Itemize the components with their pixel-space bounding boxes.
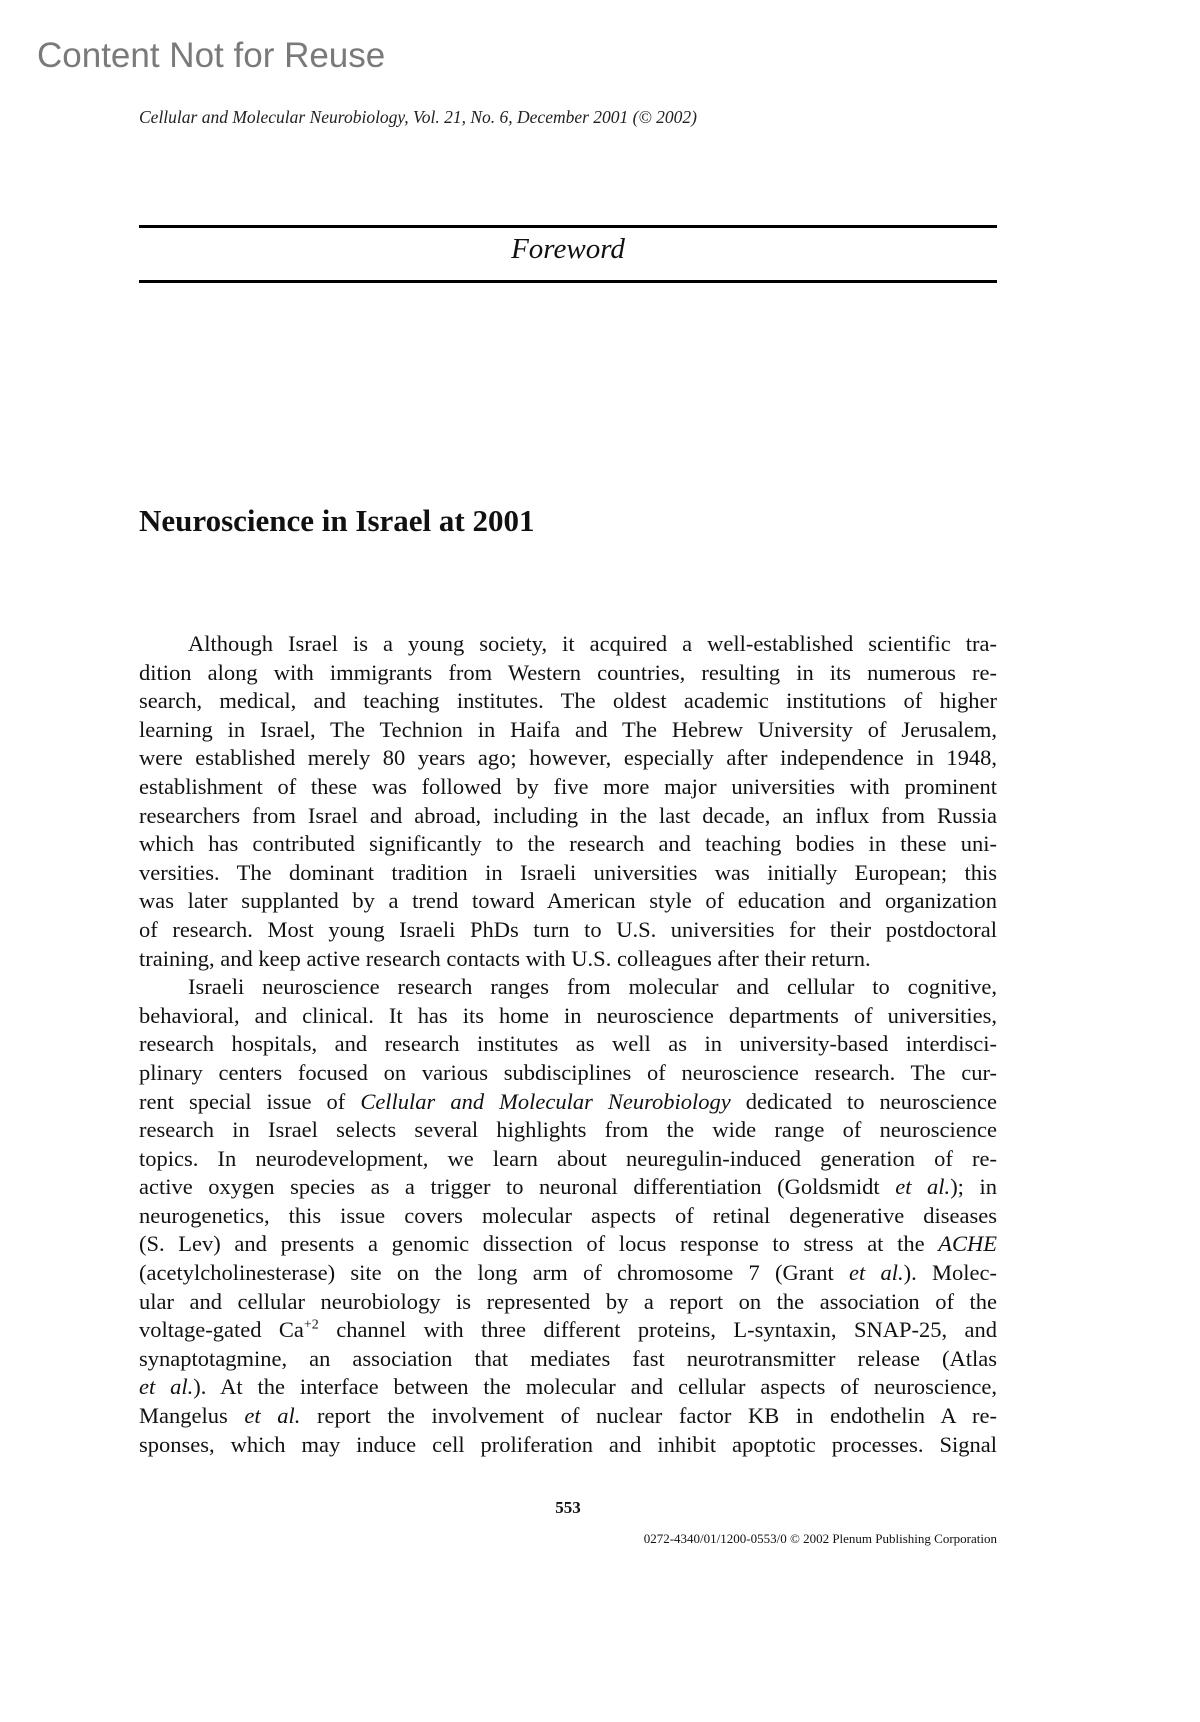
bottom-rule bbox=[139, 280, 997, 283]
body-line bbox=[139, 1145, 997, 1174]
text-segment: ); in bbox=[950, 1174, 997, 1200]
body-line bbox=[139, 1116, 997, 1145]
text-segment: versities. The dominant tradition in Israeli universities was initially European; this bbox=[139, 859, 997, 885]
text-segment: training, and keep active research contacts with U.S. colleagues after their return. bbox=[139, 945, 871, 971]
italic-segment: ACHE bbox=[938, 1231, 997, 1257]
text-segment: researchers from Israel and abroad, including in the last decade, an influx from Russia bbox=[139, 802, 997, 828]
body-line bbox=[139, 1402, 997, 1431]
body-line bbox=[139, 1288, 997, 1317]
text-segment: Mangelus bbox=[139, 1403, 245, 1429]
text-segment: channel with three different proteins, L-syntaxin, SNAP-25, and bbox=[318, 1317, 998, 1343]
body-line bbox=[139, 916, 997, 945]
superscript: +2 bbox=[303, 1317, 319, 1333]
copyright-line: 0272-4340/01/1200-0553/0 © 2002 Plenum Publishing Corporation bbox=[643, 1531, 997, 1546]
body-line bbox=[139, 744, 997, 773]
body-line bbox=[139, 802, 997, 831]
text-segment: (acetylcholinesterase) site on the long arm of chromosome 7 (Grant bbox=[139, 1260, 849, 1286]
text-segment: ). At the interface between the molecular and cellular aspects of neuroscience, bbox=[193, 1374, 997, 1400]
body-line bbox=[139, 1088, 997, 1117]
text-segment: research hospitals, and research institutes as well as in university-based interdisci- bbox=[139, 1031, 997, 1057]
italic-segment: et al. bbox=[895, 1174, 951, 1200]
text-segment: ular and cellular neurobiology is represented by a report on the association of the bbox=[139, 1288, 997, 1314]
body-line bbox=[139, 1431, 997, 1460]
body-line bbox=[139, 630, 997, 659]
text-segment: neurogenetics, this issue covers molecular aspects of retinal degenerative diseases bbox=[139, 1202, 997, 1228]
body-line bbox=[139, 973, 997, 1002]
body-line bbox=[139, 659, 997, 688]
text-segment: of research. Most young Israeli PhDs turn to U.S. universities for their postdoctoral bbox=[139, 916, 997, 942]
text-segment: research in Israel selects several highlights from the wide range of neuroscience bbox=[139, 1117, 997, 1143]
text-segment: which has contributed significantly to the research and teaching bodies in these uni- bbox=[139, 831, 997, 857]
body-line bbox=[139, 1002, 997, 1031]
section-label: Foreword bbox=[511, 233, 625, 265]
article-body bbox=[139, 630, 997, 1459]
article-title: Neuroscience in Israel at 2001 bbox=[139, 503, 535, 538]
body-line bbox=[139, 830, 997, 859]
text-segment: topics. In neurodevelopment, we learn about neuregulin-induced generation of re- bbox=[139, 1145, 997, 1171]
body-line bbox=[139, 1259, 997, 1288]
body-line bbox=[139, 945, 997, 974]
text-segment: Israeli neuroscience research ranges from molecular and cellular to cognitive, bbox=[188, 974, 997, 1000]
body-line bbox=[139, 716, 997, 745]
body-line bbox=[139, 1230, 997, 1259]
body-line bbox=[139, 1173, 997, 1202]
text-segment: ). Molec- bbox=[903, 1260, 998, 1286]
body-line bbox=[139, 1373, 997, 1402]
text-segment: was later supplanted by a trend toward American style of education and organization bbox=[139, 888, 997, 914]
italic-segment: et al. bbox=[849, 1260, 904, 1286]
italic-segment: et al. bbox=[244, 1403, 301, 1429]
body-line bbox=[139, 1202, 997, 1231]
italic-segment: et al. bbox=[139, 1374, 194, 1400]
body-line bbox=[139, 773, 997, 802]
text-segment: behavioral, and clinical. It has its home in neuroscience departments of universities, bbox=[139, 1002, 997, 1028]
text-segment: sponses, which may induce cell proliferation and inhibit apoptotic processes. Signal bbox=[139, 1431, 997, 1457]
text-segment: dedicated to neuroscience bbox=[730, 1088, 997, 1114]
body-line bbox=[139, 859, 997, 888]
text-segment: plinary centers focused on various subdisciplines of neuroscience research. The cur- bbox=[139, 1059, 997, 1085]
italic-segment: Cellular and Molecular Neurobiology bbox=[360, 1088, 731, 1114]
text-segment: synaptotagmine, an association that mediates fast neurotransmitter release (Atlas bbox=[139, 1345, 997, 1371]
text-segment: (S. Lev) and presents a genomic dissection of locus response to stress at the bbox=[139, 1231, 939, 1257]
body-line bbox=[139, 1316, 997, 1345]
page-number: 553 bbox=[555, 1498, 581, 1517]
top-rule bbox=[139, 225, 997, 228]
text-segment: establishment of these was followed by five more major universities with prominent bbox=[139, 773, 997, 799]
text-segment: active oxygen species as a trigger to neuronal differentiation (Goldsmidt bbox=[139, 1174, 896, 1200]
text-segment: learning in Israel, The Technion in Haifa and The Hebrew University of Jerusalem, bbox=[139, 716, 997, 742]
text-segment: Although Israel is a young society, it acquired a well-established scientific tra- bbox=[188, 631, 997, 656]
journal-header: Cellular and Molecular Neurobiology, Vol. 21, No. 6, December 2001 (© 2002) bbox=[139, 107, 698, 127]
text-segment: search, medical, and teaching institutes. The oldest academic institutions of higher bbox=[139, 688, 997, 714]
body-line bbox=[139, 687, 997, 716]
body-line bbox=[139, 1345, 997, 1374]
text-segment: rent special issue of bbox=[139, 1088, 361, 1114]
body-line bbox=[139, 1030, 997, 1059]
text-segment: were established merely 80 years ago; however, especially after independence in 1948, bbox=[139, 745, 997, 771]
text-segment: voltage-gated Ca bbox=[139, 1317, 304, 1343]
text-segment: report the involvement of nuclear factor KB in endothelin A re- bbox=[300, 1403, 997, 1429]
text-segment: dition along with immigrants from Western countries, resulting in its numerous re- bbox=[139, 659, 997, 685]
watermark: Content Not for Reuse bbox=[37, 36, 386, 75]
body-line bbox=[139, 887, 997, 916]
body-line bbox=[139, 1059, 997, 1088]
